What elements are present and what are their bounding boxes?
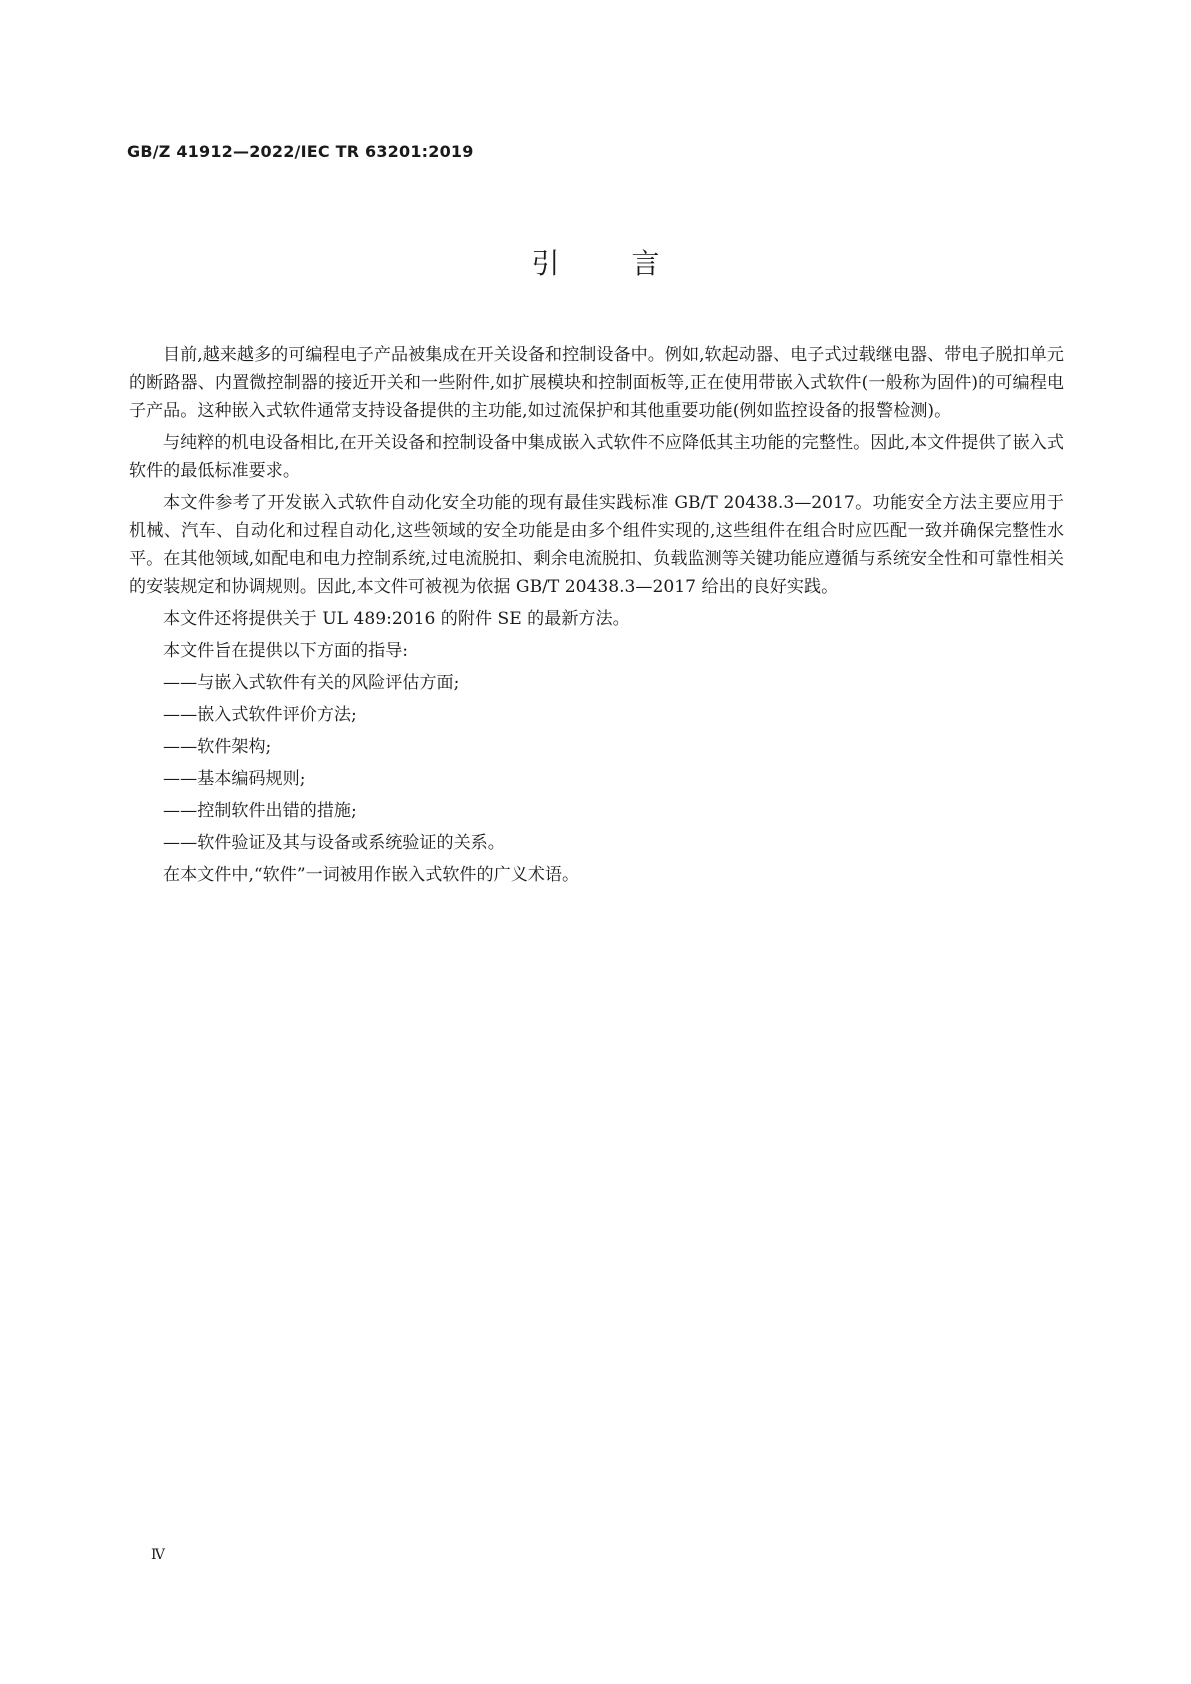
list-item: ——基本编码规则; (163, 769, 306, 789)
paragraph-ul489: 本文件还将提供关于 UL 489:2016 的附件 SE 的最新方法。 (163, 609, 630, 629)
document-code-header: GB/Z 41912—2022/IEC TR 63201:2019 (127, 142, 474, 161)
page-title: 引言 (531, 247, 732, 280)
list-item: ——嵌入式软件评价方法; (163, 705, 357, 725)
paragraph-term-definition: 在本文件中,“软件”一词被用作嵌入式软件的广义术语。 (163, 865, 580, 885)
document-body (129, 341, 1064, 893)
list-item: ——软件架构; (163, 737, 272, 757)
page-number: Ⅳ (151, 1547, 165, 1563)
guidance-list (129, 669, 1064, 857)
paragraph-reference: 本文件参考了开发嵌入式软件自动化安全功能的现有最佳实践标准 GB/T 20438.3—2017。功能安全方法主要应用于机械、汽车、自动化和过程自动化,这些领域的安全功能是由多个组件实现的,这些组件在组合时应匹配一致并确保完整性水平。在其他领域,如配电和电力控制系统,过电流脱扣、剩余电流脱扣、负载监测等关键功能应遵循与系统安全性和可靠性相关的安装规定和协调规则。因此,本文件可被视为依据 GB/T 20438.3—2017 给出的良好实践。 (129, 493, 1064, 597)
paragraph-integrity: 与纯粹的机电设备相比,在开关设备和控制设备中集成嵌入式软件不应降低其主功能的完整性。因此,本文件提供了嵌入式软件的最低标准要求。 (129, 433, 1064, 481)
list-item: ——软件验证及其与设备或系统验证的关系。 (163, 833, 505, 853)
paragraph-guidance-intro: 本文件旨在提供以下方面的指导: (163, 641, 409, 661)
list-item: ——与嵌入式软件有关的风险评估方面; (163, 673, 460, 693)
paragraph-intro: 目前,越来越多的可编程电子产品被集成在开关设备和控制设备中。例如,软起动器、电子式过载继电器、带电子脱扣单元的断路器、内置微控制器的接近开关和一些附件,如扩展模块和控制面板等,正在使用带嵌入式软件(一般称为固件)的可编程电子产品。这种嵌入式软件通常支持设备提供的主功能,如过流保护和其他重要功能(例如监控设备的报警检测)。 (129, 345, 1064, 421)
list-item: ——控制软件出错的措施; (163, 801, 357, 821)
